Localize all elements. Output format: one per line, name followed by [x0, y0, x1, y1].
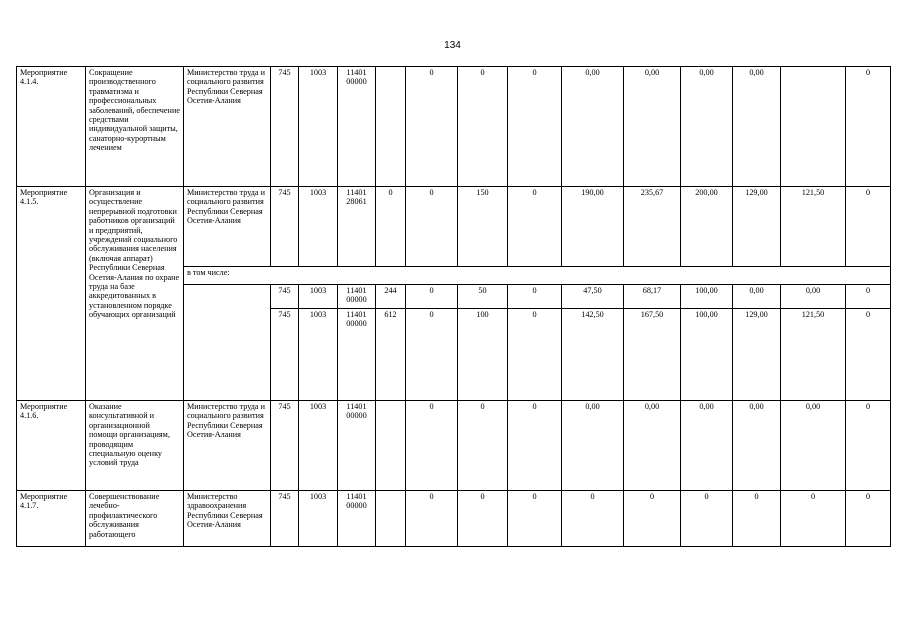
- value-cell: 167,50: [624, 309, 681, 401]
- including-label: в том числе:: [184, 267, 891, 285]
- value-cell: 200,00: [681, 187, 733, 267]
- value-cell: 0,00: [781, 285, 846, 309]
- value-cell: 11401 00000: [338, 491, 376, 547]
- description-cell: Сокращение производственного травматизма и профессиональных заболеваний, обеспечение средствами индивидуальной защиты, санаторно-курортным лечением: [86, 67, 184, 187]
- value-cell: 68,17: [624, 285, 681, 309]
- value-cell: 0: [508, 67, 562, 187]
- value-cell: 0,00: [681, 67, 733, 187]
- value-cell: 1003: [299, 309, 338, 401]
- measure-cell: Мероприятие 4.1.5.: [17, 187, 86, 401]
- value-cell: 121,50: [781, 187, 846, 267]
- value-cell: 0,00: [781, 401, 846, 491]
- value-cell: 0,00: [624, 401, 681, 491]
- measure-cell: Мероприятие 4.1.7.: [17, 491, 86, 547]
- value-cell: [376, 401, 406, 491]
- value-cell: 0,00: [733, 285, 781, 309]
- measure-cell: Мероприятие 4.1.4.: [17, 67, 86, 187]
- value-cell: 745: [271, 309, 299, 401]
- value-cell: 0: [681, 491, 733, 547]
- value-cell: 0: [733, 491, 781, 547]
- value-cell: 11401 00000: [338, 401, 376, 491]
- value-cell: 0: [458, 401, 508, 491]
- value-cell: 0,00: [562, 67, 624, 187]
- value-cell: 0: [508, 285, 562, 309]
- value-cell: 0: [406, 309, 458, 401]
- value-cell: 0: [458, 67, 508, 187]
- description-cell: Совершенствование лечебно-профилактического обслуживания работающего: [86, 491, 184, 547]
- table-row: [17, 187, 891, 267]
- value-cell: 0: [562, 491, 624, 547]
- table-row: [17, 491, 891, 547]
- value-cell: 1003: [299, 187, 338, 267]
- value-cell: 0: [406, 187, 458, 267]
- value-cell: 0,00: [681, 401, 733, 491]
- value-cell: 745: [271, 491, 299, 547]
- value-cell: 0: [406, 67, 458, 187]
- value-cell: 150: [458, 187, 508, 267]
- value-cell: 0,00: [562, 401, 624, 491]
- value-cell: 0: [624, 491, 681, 547]
- value-cell: 0: [458, 491, 508, 547]
- value-cell: [781, 67, 846, 187]
- value-cell: 129,00: [733, 309, 781, 401]
- value-cell: 612: [376, 309, 406, 401]
- value-cell: 0,00: [733, 67, 781, 187]
- value-cell: [376, 491, 406, 547]
- page-number: 134: [444, 40, 461, 51]
- value-cell: 244: [376, 285, 406, 309]
- value-cell: 0: [846, 285, 891, 309]
- value-cell: 121,50: [781, 309, 846, 401]
- value-cell: 0: [508, 309, 562, 401]
- value-cell: 0: [781, 491, 846, 547]
- executor-cell: Министерство труда и социального развития Республики Северная Осетия-Алания: [184, 67, 271, 187]
- description-cell: Оказание консультативной и организационной помощи организациям, проводящим специальную оценку условий труда: [86, 401, 184, 491]
- value-cell: 235,67: [624, 187, 681, 267]
- measure-cell: Мероприятие 4.1.6.: [17, 401, 86, 491]
- value-cell: 0: [846, 309, 891, 401]
- table-row: [17, 401, 891, 491]
- value-cell: 745: [271, 187, 299, 267]
- value-cell: 100: [458, 309, 508, 401]
- value-cell: 50: [458, 285, 508, 309]
- value-cell: 0: [846, 67, 891, 187]
- value-cell: 142,50: [562, 309, 624, 401]
- value-cell: 0: [406, 401, 458, 491]
- value-cell: 1003: [299, 401, 338, 491]
- value-cell: 1003: [299, 491, 338, 547]
- value-cell: 11401 00000: [338, 67, 376, 187]
- value-cell: 190,00: [562, 187, 624, 267]
- value-cell: 0,00: [733, 401, 781, 491]
- value-cell: 1003: [299, 285, 338, 309]
- value-cell: 0,00: [624, 67, 681, 187]
- description-cell: Организация и осуществление непрерывной подготовки работников организаций и предприятий, учреждений социального обслуживания населения (включая аппарат) Республики Северная Осетия-Алания по охране труда на базе аккредитованных в установленном порядке обучающих организаций: [86, 187, 184, 401]
- table-row: [17, 67, 891, 187]
- value-cell: 0: [846, 187, 891, 267]
- value-cell: 1003: [299, 67, 338, 187]
- value-cell: 0: [508, 187, 562, 267]
- value-cell: 0: [846, 401, 891, 491]
- executor-cell: Министерство труда и социального развития Республики Северная Осетия-Алания: [184, 187, 271, 267]
- value-cell: 0: [406, 491, 458, 547]
- value-cell: 0: [508, 491, 562, 547]
- value-cell: [376, 67, 406, 187]
- value-cell: 0: [846, 491, 891, 547]
- value-cell: 129,00: [733, 187, 781, 267]
- value-cell: 11401 00000: [338, 309, 376, 401]
- executor-cell: Министерство здравоохранения Республики Северная Осетия-Алания: [184, 491, 271, 547]
- value-cell: 0: [508, 401, 562, 491]
- value-cell: 47,50: [562, 285, 624, 309]
- value-cell: 0: [376, 187, 406, 267]
- value-cell: 11401 00000: [338, 285, 376, 309]
- value-cell: 100,00: [681, 285, 733, 309]
- value-cell: 100,00: [681, 309, 733, 401]
- value-cell: 745: [271, 285, 299, 309]
- executor-cell: Министерство труда и социального развития Республики Северная Осетия-Алания: [184, 401, 271, 491]
- budget-table: [16, 66, 891, 547]
- executor-cell-empty: [184, 285, 271, 401]
- value-cell: 745: [271, 67, 299, 187]
- value-cell: 11401 28061: [338, 187, 376, 267]
- value-cell: 745: [271, 401, 299, 491]
- value-cell: 0: [406, 285, 458, 309]
